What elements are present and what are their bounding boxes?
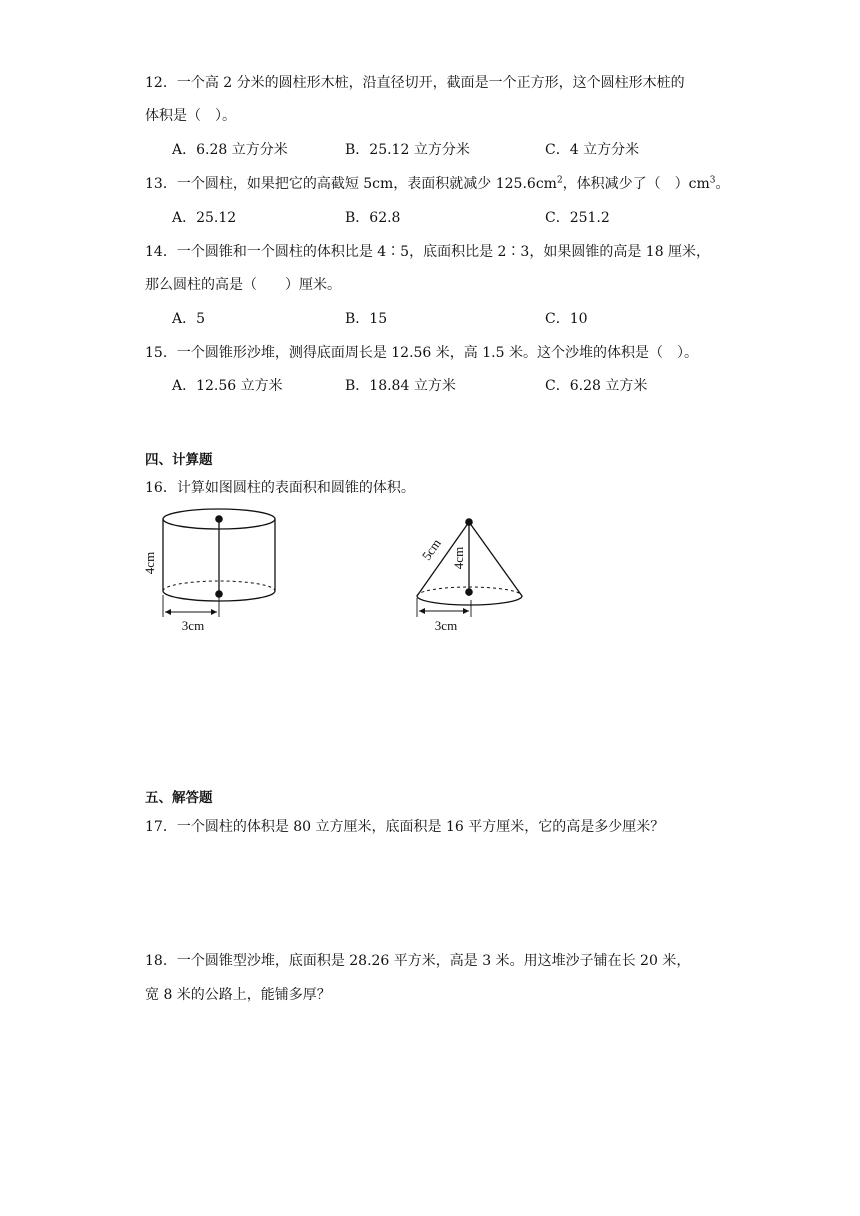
q12-option-a: A．6.28 立方分米 — [172, 142, 288, 158]
q12-line1: 12．一个高 2 分米的圆柱形木桩，沿直径切开，截面是一个正方形，这个圆柱形木桩的 — [145, 75, 685, 91]
q13-option-b: B．62.8 — [345, 210, 401, 226]
q13-sup-area: 2 — [556, 175, 563, 186]
q13-text-post: 。 — [715, 176, 730, 192]
q18-line1: 18．一个圆锥型沙堆，底面积是 28.26 平方米，高是 3 米。用这堆沙子铺在长 20 米， — [145, 953, 691, 969]
cone-radius-label: 3cm — [434, 618, 458, 633]
q14-option-b: B．15 — [345, 311, 388, 327]
q18-line2: 宽 8 米的公路上，能铺多厚？ — [145, 987, 331, 1003]
q13-option-a: A．25.12 — [172, 210, 237, 226]
cylinder-height-label: 4cm — [142, 551, 157, 575]
q13-text-mid: ，体积减少了（ ）cm — [562, 176, 710, 192]
q15-option-a: A．12.56 立方米 — [172, 378, 283, 394]
q14-line1: 14．一个圆锥和一个圆柱的体积比是 4∶5，底面积比是 2∶3，如果圆锥的高是 18 厘米， — [145, 244, 711, 260]
q13-sup-volume: 3 — [709, 175, 716, 186]
q15-line1: 15．一个圆锥形沙堆，测得底面周长是 12.56 米，高 1.5 米。这个沙堆的体积是（ ）。 — [145, 345, 698, 361]
q13-line — [145, 174, 730, 194]
q13-text-pre: 13．一个圆柱，如果把它的高截短 5cm，表面积就减少 125.6cm — [145, 176, 557, 192]
q14-line2: 那么圆柱的高是（ ）厘米。 — [145, 277, 341, 293]
q16-line: 16．计算如图圆柱的表面积和圆锥的体积。 — [145, 480, 415, 496]
q12-option-c: C．4 立方分米 — [545, 142, 640, 158]
q12-option-b: B．25.12 立方分米 — [345, 142, 470, 158]
q15-option-c: C．6.28 立方米 — [545, 378, 648, 394]
section-heading-calculation: 四、计算题 — [145, 452, 213, 468]
cone-figure — [408, 510, 538, 635]
cone-height-label: 4cm — [451, 546, 466, 570]
cylinder-figure — [138, 505, 288, 635]
q17-line: 17．一个圆柱的体积是 80 立方厘米，底面积是 16 平方厘米，它的高是多少厘米？ — [145, 819, 665, 835]
cylinder-radius-label: 3cm — [181, 618, 205, 633]
cone-slant-label: 5cm — [418, 535, 444, 563]
section-heading-answers: 五、解答题 — [145, 790, 213, 806]
q14-option-a: A．5 — [172, 311, 206, 327]
q12-line2: 体积是（ ）。 — [145, 108, 236, 124]
q14-option-c: C．10 — [545, 311, 588, 327]
q13-option-c: C．251.2 — [545, 210, 610, 226]
q15-option-b: B．18.84 立方米 — [345, 378, 456, 394]
